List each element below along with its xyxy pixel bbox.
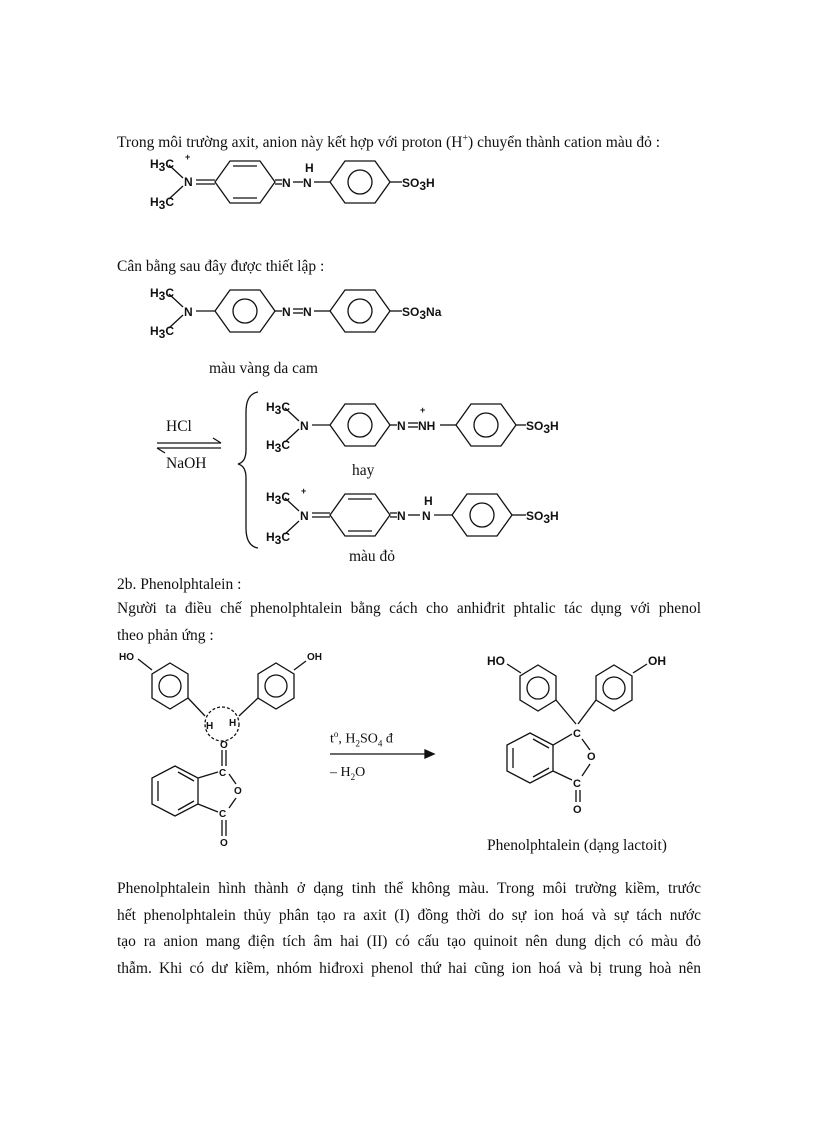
svg-text:C: C <box>219 809 227 820</box>
svg-text:O: O <box>220 838 228 849</box>
svg-text:N: N <box>422 509 431 523</box>
svg-text:+: + <box>420 405 426 415</box>
svg-text:H3C: H3C <box>266 530 291 547</box>
svg-text:H3C: H3C <box>266 490 291 507</box>
product-caption: Phenolphtalein (dạng lactoit) <box>487 837 667 854</box>
svg-text:N: N <box>300 419 309 433</box>
svg-text:O: O <box>234 786 242 797</box>
condition-top: $t^o$, $H_2SO_4$ đ <box>330 729 393 749</box>
svg-text:N: N <box>300 509 309 523</box>
svg-text:H: H <box>305 161 314 175</box>
svg-text:H: H <box>229 718 237 729</box>
label-h3c: H3C <box>150 157 175 174</box>
label-n-plus: N <box>184 175 193 189</box>
svg-text:HO: HO <box>487 654 505 668</box>
svg-text:N: N <box>303 176 312 190</box>
svg-text:H: H <box>424 494 433 508</box>
svg-text:H3C: H3C <box>150 286 175 303</box>
svg-text:H3C: H3C <box>150 195 175 212</box>
svg-text:N: N <box>397 509 406 523</box>
svg-text:C: C <box>573 728 581 740</box>
caption-or: hay <box>352 462 375 479</box>
svg-text:OH: OH <box>648 654 666 668</box>
svg-text:N: N <box>397 419 406 433</box>
svg-text:SO3H: SO3H <box>402 176 435 193</box>
svg-text:O: O <box>587 751 596 763</box>
svg-text:N: N <box>303 305 312 319</box>
svg-text:N: N <box>282 305 291 319</box>
svg-text:C: C <box>573 778 581 790</box>
svg-text:O: O <box>220 740 228 751</box>
svg-text:+: + <box>301 486 307 496</box>
caption-red: màu đỏ <box>349 548 396 565</box>
svg-text:O: O <box>573 804 582 816</box>
condition-bottom: – $H_2O$ <box>330 765 366 782</box>
svg-text:+: + <box>185 152 191 162</box>
equilibrium-sentence: Cân bằng sau đây được thiết lập : <box>117 258 325 275</box>
acid-sentence: Trong môi trường axit, anion này kết hợp với proton (H+) chuyển thành cation màu đỏ : <box>117 133 661 152</box>
svg-text:N: N <box>184 305 193 319</box>
intro-paragraph: Người ta điều chế phenolphtalein bằng cách cho anhiđrit phtalic tác dụng với phenol theo phản ứng : <box>117 600 701 644</box>
caption-orange: màu vàng da cam <box>209 360 318 377</box>
body-paragraph: Phenolphtalein hình thành ở dạng tinh thể không màu. Trong môi trường kiềm, trước hết phenolphtalein thủy phân tạo ra axit (I) đồng thời do sự ion hoá và sự tách nước tạo ra anion mang điện tích âm hai (II) có cấu tạo quinoit nên dung dịch có màu đỏ thẫm. Khi có dư kiềm, nhóm hiđroxi phenol thứ hai cũng ion hoá và bị trung hoà nên <box>117 880 701 977</box>
svg-text:H: H <box>206 721 214 732</box>
svg-text:SO3H: SO3H <box>526 419 559 436</box>
svg-text:OH: OH <box>307 652 322 663</box>
svg-text:SO3H: SO3H <box>526 509 559 526</box>
svg-text:C: C <box>219 768 227 779</box>
svg-text:SO3Na: SO3Na <box>402 305 442 322</box>
svg-text:NH: NH <box>418 419 436 433</box>
svg-text:H3C: H3C <box>150 324 175 341</box>
section-heading: 2b. Phenolphtalein : <box>117 576 242 593</box>
svg-text:HO: HO <box>119 652 134 663</box>
svg-text:N: N <box>282 176 291 190</box>
reagent-naoh: NaOH <box>166 455 207 472</box>
reagent-hcl: HCl <box>166 418 192 435</box>
svg-text:H3C: H3C <box>266 438 291 455</box>
svg-text:H3C: H3C <box>266 400 291 417</box>
